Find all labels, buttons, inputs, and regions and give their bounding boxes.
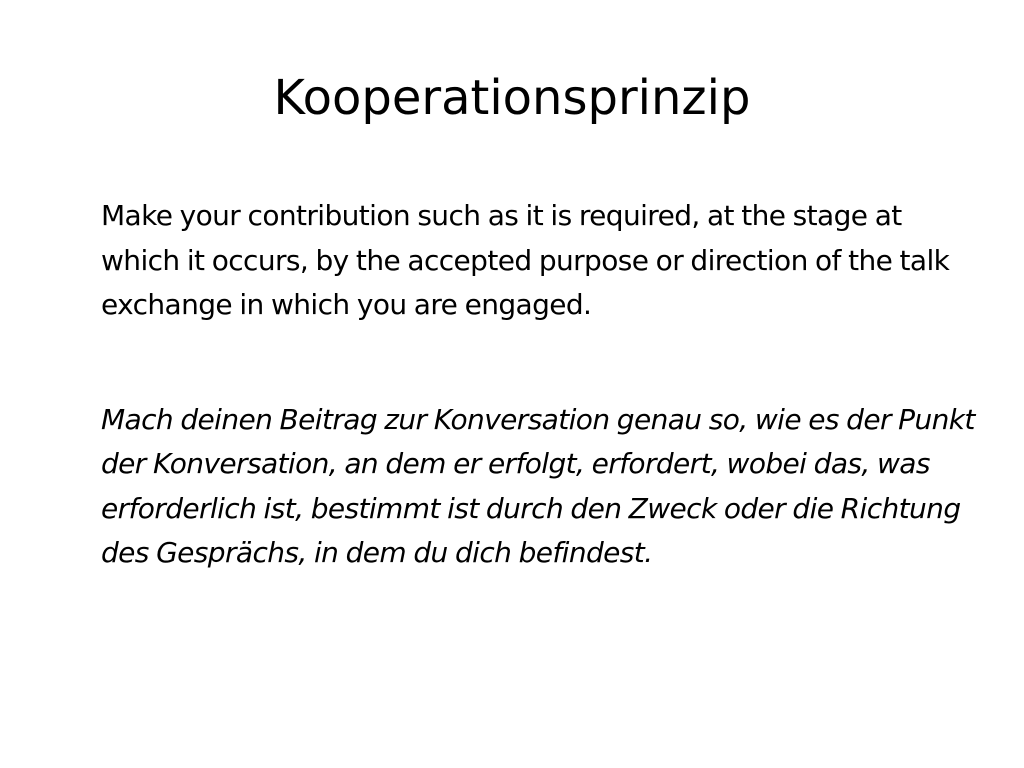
german-translation-paragraph: Mach deinen Beitrag zur Konversation genau so, wie es der Punkt der Konversation, an dem er erfolgt, erfordert, wobei das, was erforderlich ist, bestimmt ist durch den Zweck oder die Richtung des Gesprächs, in dem du dich befindest.	[101, 402, 975, 569]
slide-title: Kooperationsprinzip	[273, 70, 751, 126]
slide-body	[101, 194, 981, 576]
english-quote-paragraph: Make your contribution such as it is required, at the stage at which it occurs, by the accepted purpose or direction of the talk exchange in which you are engaged.	[101, 199, 950, 321]
